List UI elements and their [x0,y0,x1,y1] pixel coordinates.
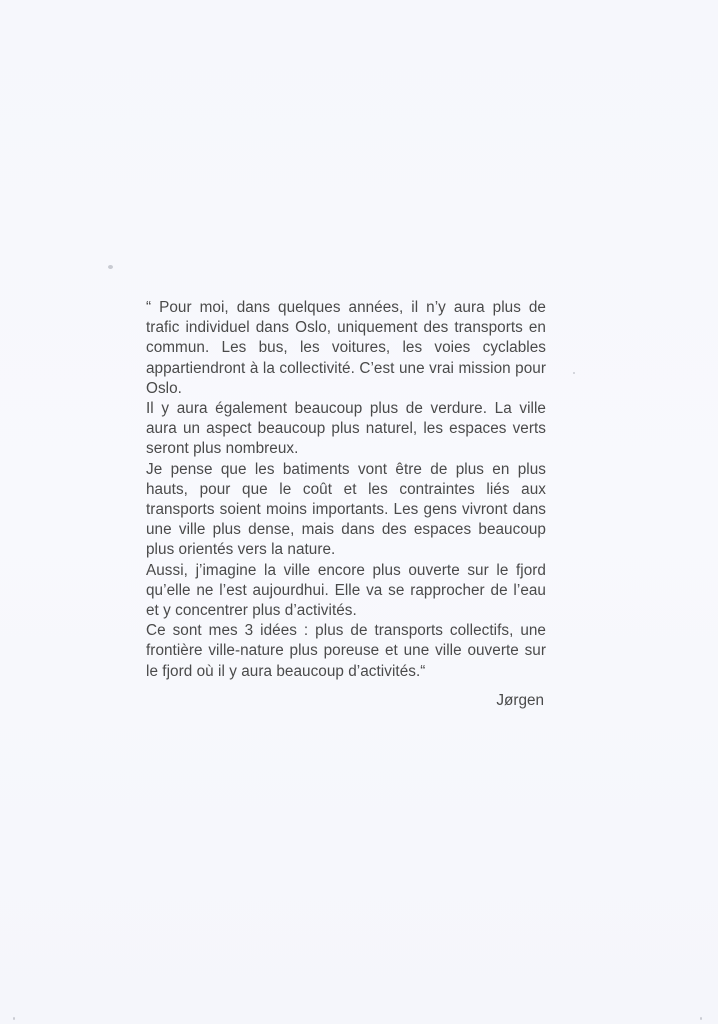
scan-speck [13,1017,15,1020]
paragraph: “ Pour moi, dans quelques années, il n’y aura plus de trafic individuel dans Oslo, uniquement des transports en commun. Les bus, les voitures, les voies cyclables appartiendront à la collectivité. C’est une vrai mission pour Oslo. [146,299,546,397]
paragraph: Il y aura également beaucoup plus de verdure. La ville aura un aspect beaucoup plus naturel, les espaces verts seront plus nombreux. [146,400,546,458]
scan-speck [573,372,575,374]
signature: Jørgen [496,692,544,709]
paragraph: Aussi, j’imagine la ville encore plus ouverte sur le fjord qu’elle ne l’est aujourdhui. Elle va se rapprocher de l’eau et y concentrer plus d’activités. [146,561,546,620]
scan-speck [108,265,113,269]
paragraph: Ce sont mes 3 idées : plus de transports collectifs, une frontière ville-nature plus poreuse et une ville ouverte sur le fjord où il y aura beaucoup d’activités.“ [146,622,546,680]
paragraph: Je pense que les batiments vont être de plus en plus hauts, pour que le coût et les contraintes liés aux transports soient moins importants. Les gens vivront dans une ville plus dense, mais dans des espaces beaucoup plus orientés vers la nature. [146,460,546,559]
scan-speck [700,1017,702,1020]
letter-body [146,298,546,682]
